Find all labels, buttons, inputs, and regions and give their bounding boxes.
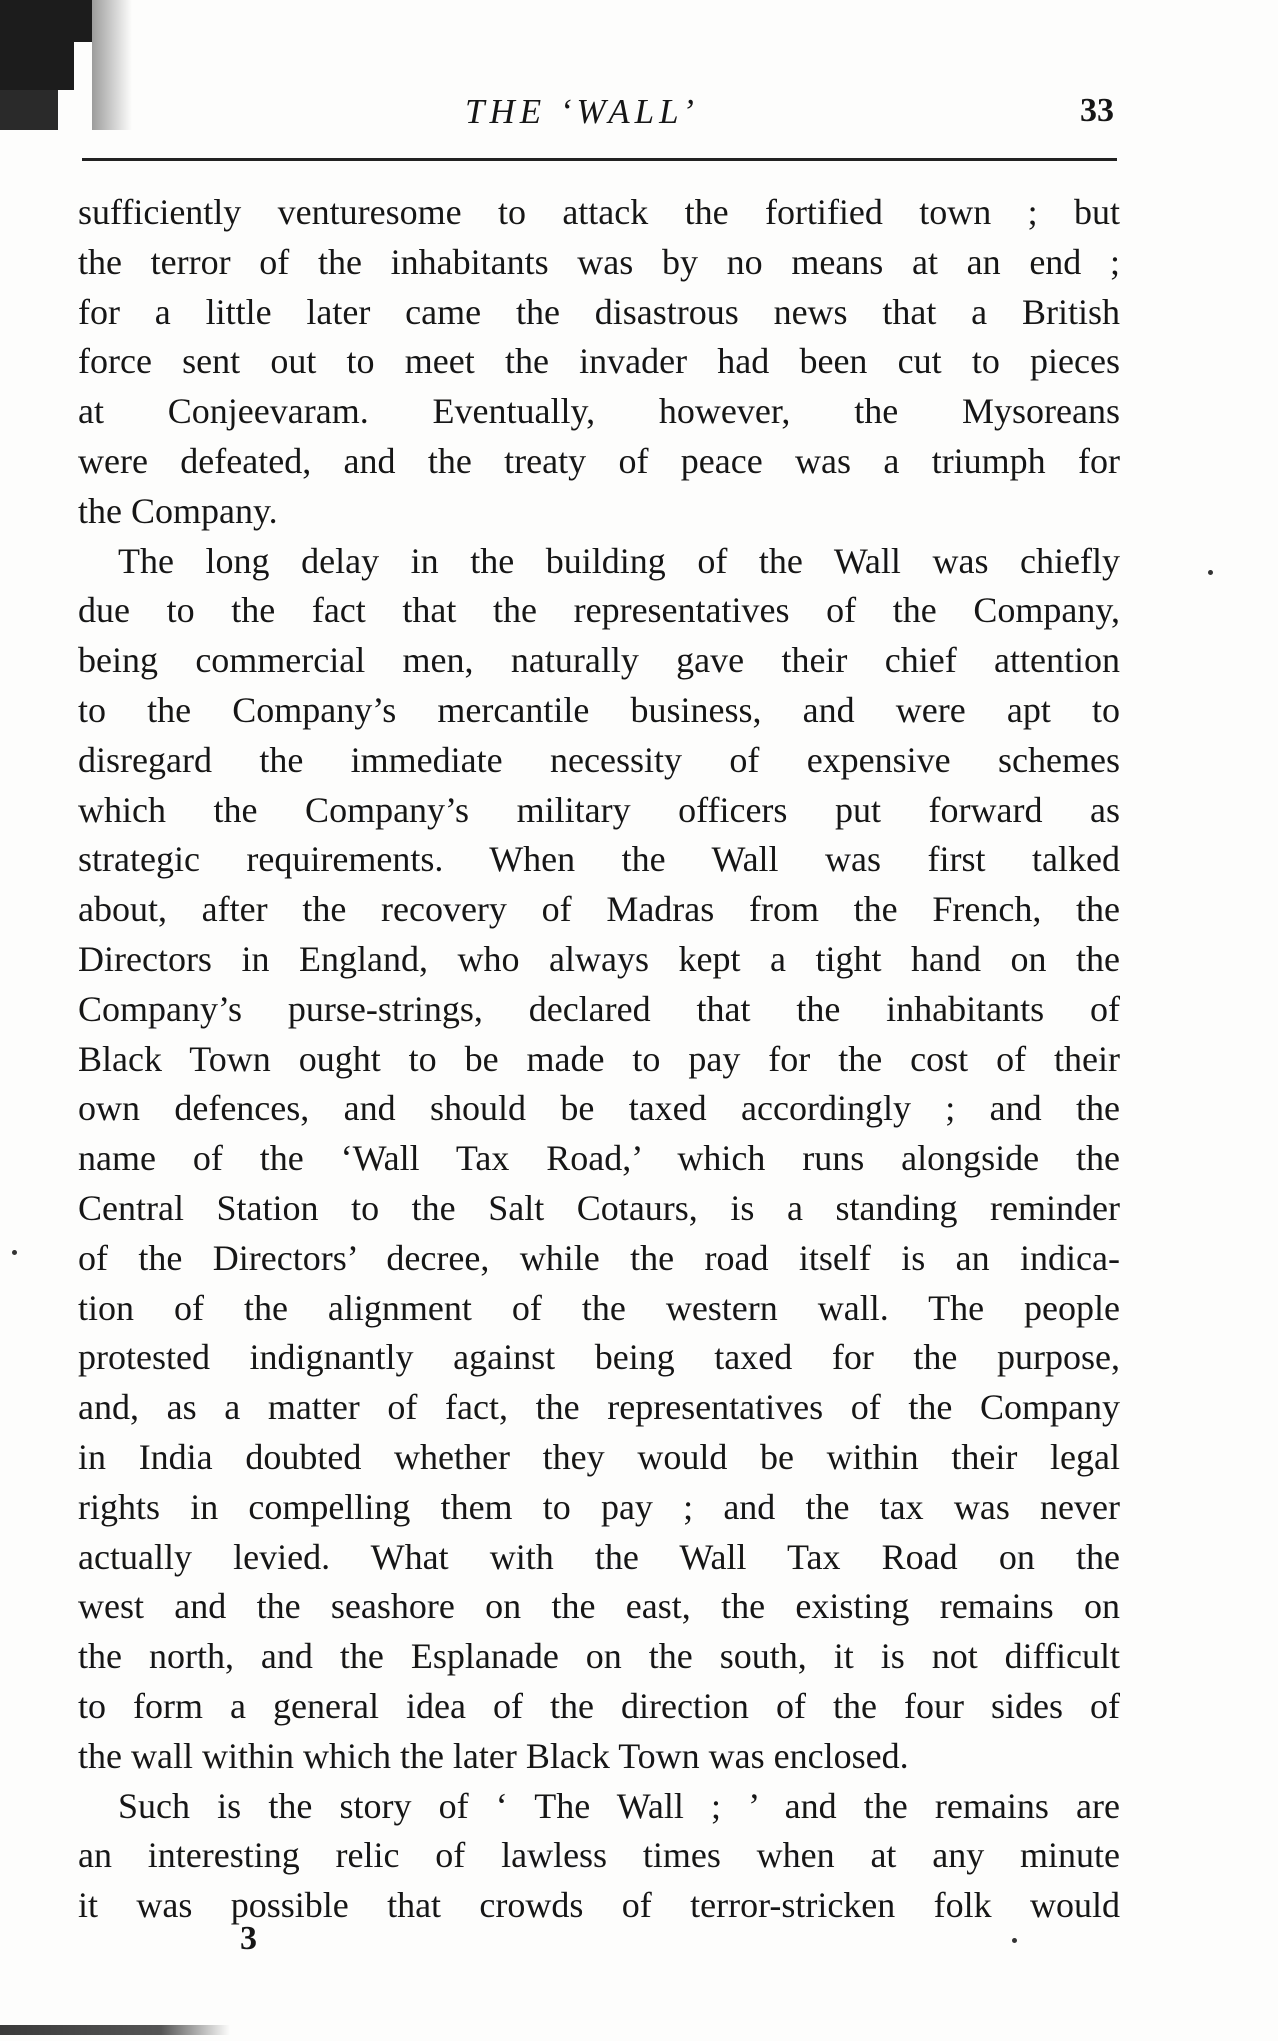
text-line: The long delay in the building of the Wall was chiefly (118, 540, 1120, 581)
text-line: Directors in England, who always kept a tight hand on the (78, 938, 1120, 979)
text-line: the terror of the inhabitants was by no means at an end ; (78, 241, 1120, 282)
text-line: of the Directors’ decree, while the road itself is an indica- (78, 1237, 1120, 1278)
text-line: for a little later came the disastrous news that a British (78, 291, 1120, 332)
text-line: it was possible that crowds of terror-stricken folk would (78, 1885, 1120, 1926)
text-line: sufficiently venturesome to attack the fortified town ; but (78, 192, 1120, 232)
text-line: strategic requirements. When the Wall was first talked (78, 839, 1120, 880)
text-line: disregard the immediate necessity of expensive schemes (78, 739, 1120, 780)
text-line: an interesting relic of lawless times when at any minute (78, 1835, 1120, 1876)
text-line: Central Station to the Salt Cotaurs, is a standing reminder (78, 1187, 1120, 1228)
text-line: Company’s purse-strings, declared that the inhabitants of (78, 988, 1120, 1029)
scan-speck (1208, 570, 1213, 575)
text-line: which the Company’s military officers put forward as (78, 789, 1120, 830)
scan-speck (12, 1250, 17, 1255)
text-line: the wall within which the later Black Town was enclosed. (78, 1735, 909, 1776)
text-line: Such is the story of ‘ The Wall ; ’ and the remains are (118, 1785, 1120, 1826)
signature-mark: 3 (240, 1920, 257, 1957)
body-text (78, 188, 1120, 1931)
text-line: due to the fact that the representatives of the Company, (78, 590, 1120, 631)
paragraph (78, 537, 1120, 1782)
paragraph (78, 1782, 1120, 1931)
text-line: at Conjeevaram. Eventually, however, the Mysoreans (78, 391, 1120, 432)
text-line: own defences, and should be taxed accordingly ; and the (78, 1088, 1120, 1129)
scan-bottom-edge (0, 2025, 230, 2035)
text-line: force sent out to meet the invader had been cut to pieces (78, 341, 1120, 382)
running-title: THE ‘WALL’ (465, 92, 699, 131)
text-line: west and the seashore on the east, the existing remains on (78, 1586, 1120, 1627)
running-header (0, 92, 1278, 152)
text-line: being commercial men, naturally gave their chief attention (78, 640, 1120, 681)
text-line: to the Company’s mercantile business, and were apt to (78, 689, 1120, 730)
text-line: and, as a matter of fact, the representatives of the Company (78, 1387, 1120, 1428)
text-line: to form a general idea of the direction of the four sides of (78, 1685, 1120, 1726)
text-line: rights in compelling them to pay ; and the tax was never (78, 1486, 1120, 1527)
text-line: the north, and the Esplanade on the south, it is not difficult (78, 1636, 1120, 1677)
text-line: name of the ‘Wall Tax Road,’ which runs alongside the (78, 1138, 1120, 1179)
text-line: tion of the alignment of the western wall. The people (78, 1287, 1120, 1328)
text-line: about, after the recovery of Madras from the French, the (78, 889, 1120, 930)
scan-speck (1012, 1938, 1017, 1943)
page-number: 33 (1080, 92, 1114, 129)
text-line: in India doubted whether they would be within their legal (78, 1436, 1120, 1477)
header-rule (82, 158, 1117, 161)
text-line: Black Town ought to be made to pay for the cost of their (78, 1038, 1120, 1079)
paragraph (78, 188, 1120, 537)
text-line: protested indignantly against being taxed for the purpose, (78, 1337, 1120, 1378)
text-line: were defeated, and the treaty of peace was a triumph for (78, 440, 1120, 481)
text-line: the Company. (78, 490, 278, 531)
text-line: actually levied. What with the Wall Tax Road on the (78, 1536, 1120, 1577)
